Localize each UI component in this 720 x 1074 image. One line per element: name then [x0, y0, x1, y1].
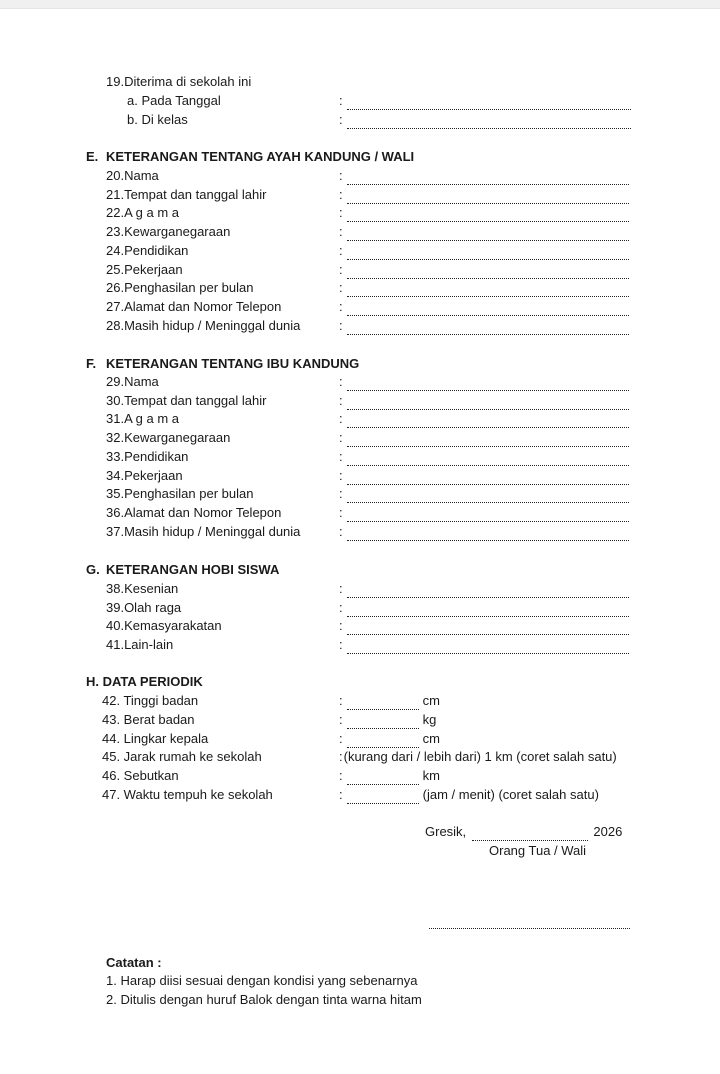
row-value-field[interactable]: :	[339, 523, 629, 541]
row-value-field[interactable]: :	[339, 186, 629, 204]
form-row	[0, 242, 720, 260]
row-value-field[interactable]: :	[339, 617, 629, 635]
section-g-heading: G. KETERANGAN HOBI SISWA	[86, 562, 280, 577]
form-row	[0, 467, 720, 485]
form-row	[0, 429, 720, 447]
row-value-field[interactable]: :	[339, 261, 629, 279]
row-label: a. Pada Tanggal	[127, 93, 221, 108]
form-row	[0, 111, 720, 129]
row-label: 24.Pendidikan	[106, 242, 189, 258]
row-value-field[interactable]: :	[339, 92, 631, 110]
periodic-row	[0, 730, 720, 748]
row-value-field[interactable]: :	[339, 111, 631, 129]
row-value-field[interactable]: :	[339, 467, 629, 485]
row-label: 28.Masih hidup / Meninggal dunia	[106, 317, 301, 333]
periodic-row	[0, 767, 720, 785]
row-label: 41.Lain-lain	[106, 637, 174, 653]
form-row	[0, 599, 720, 617]
form-row	[0, 204, 720, 222]
row-label: 46. Sebutkan	[102, 768, 179, 784]
form-row	[0, 373, 720, 391]
row-label: 30.Tempat dan tanggal lahir	[106, 392, 267, 408]
row-label: 38.Kesenian	[106, 581, 179, 596]
note-item: 1. Harap diisi sesuai dengan kondisi yang sebenarnya	[106, 973, 418, 988]
form-row	[0, 580, 720, 598]
row-label: 26.Penghasilan per bulan	[106, 280, 254, 296]
form-row	[0, 298, 720, 316]
row-label: 36.Alamat dan Nomor Telepon	[106, 504, 282, 520]
row-value-field[interactable]: :	[339, 223, 629, 241]
item-19-label: 19.Diterima di sekolah ini	[106, 74, 252, 89]
row-value-field[interactable]: :	[339, 410, 629, 428]
form-row	[0, 279, 720, 297]
section-f-heading: F. KETERANGAN TENTANG IBU KANDUNG	[86, 356, 360, 371]
row-label: 45. Jarak rumah ke sekolah	[102, 749, 262, 765]
signature-place-date: Gresik, 2026	[425, 824, 623, 839]
form-row	[0, 92, 720, 110]
row-value-field[interactable]: :	[339, 448, 629, 466]
row-label: 20.Nama	[106, 168, 159, 183]
date-field[interactable]	[472, 828, 588, 841]
section-e-heading: E. KETERANGAN TENTANG AYAH KANDUNG / WALI	[86, 149, 415, 164]
row-label: 40.Kemasyarakatan	[106, 618, 222, 634]
row-label: 35.Penghasilan per bulan	[106, 486, 254, 502]
periodic-row	[0, 748, 720, 766]
row-value-field[interactable]: :	[339, 504, 629, 522]
row-label: b. Di kelas	[127, 112, 188, 127]
signature-line[interactable]	[429, 918, 630, 929]
note-item: 2. Ditulis dengan huruf Balok dengan tinta warna hitam	[106, 992, 422, 1007]
form-row	[0, 261, 720, 279]
row-label: 21.Tempat dan tanggal lahir	[106, 186, 267, 202]
row-label: 23.Kewarganegaraan	[106, 224, 231, 240]
row-value-field[interactable]: : cm	[339, 693, 440, 708]
row-value-field[interactable]: :	[339, 599, 629, 617]
periodic-row	[0, 711, 720, 729]
form-row	[0, 617, 720, 635]
row-value-field[interactable]: : km	[339, 768, 440, 784]
row-label: 34.Pekerjaan	[106, 467, 183, 483]
section-h-heading: H. DATA PERIODIK	[86, 674, 203, 689]
row-label: 31.A g a m a	[106, 411, 179, 427]
row-value-field[interactable]: : kg	[339, 711, 437, 727]
form-row	[0, 485, 720, 503]
form-row	[0, 636, 720, 654]
row-value-field[interactable]: : cm	[339, 730, 440, 746]
row-value-field[interactable]: :	[339, 429, 629, 447]
row-label: 44. Lingkar kepala	[102, 730, 209, 746]
form-row	[0, 523, 720, 541]
form-row	[0, 504, 720, 522]
row-value-field[interactable]: :	[339, 373, 629, 391]
form-row	[0, 223, 720, 241]
row-label: 32.Kewarganegaraan	[106, 430, 231, 446]
row-value-field[interactable]: :	[339, 279, 629, 297]
form-row	[0, 317, 720, 335]
signature-role: Orang Tua / Wali	[489, 843, 587, 858]
row-value-field[interactable]: :	[339, 580, 629, 598]
row-label: 42. Tinggi badan	[102, 693, 199, 708]
row-value-field[interactable]: :	[339, 636, 629, 654]
row-value-field[interactable]: :	[339, 167, 629, 185]
row-label: 29.Nama	[106, 374, 159, 389]
periodic-row	[0, 786, 720, 804]
row-label: 27.Alamat dan Nomor Telepon	[106, 298, 282, 314]
row-value-field[interactable]: :	[339, 392, 629, 410]
row-label: 43. Berat badan	[102, 711, 195, 727]
form-row	[0, 410, 720, 428]
row-label: 25.Pekerjaan	[106, 261, 183, 277]
row-label: 22.A g a m a	[106, 205, 179, 221]
row-label: 39.Olah raga	[106, 599, 182, 615]
form-row	[0, 448, 720, 466]
row-label: 33.Pendidikan	[106, 448, 189, 464]
row-value-field[interactable]: :	[339, 242, 629, 260]
row-value-field[interactable]: :	[339, 485, 629, 503]
row-label: 37.Masih hidup / Meninggal dunia	[106, 523, 301, 539]
form-row	[0, 392, 720, 410]
row-value-field[interactable]: :	[339, 298, 629, 316]
notes-title: Catatan :	[106, 955, 162, 970]
row-value-field[interactable]: :	[339, 204, 629, 222]
periodic-row	[0, 692, 720, 710]
row-label: 47. Waktu tempuh ke sekolah	[102, 787, 273, 802]
form-row	[0, 186, 720, 204]
row-value-field[interactable]: : (jam / menit) (coret salah satu)	[339, 787, 599, 802]
form-row	[0, 167, 720, 185]
row-value-field[interactable]: :	[339, 317, 629, 335]
row-value-field[interactable]: :(kurang dari / lebih dari) 1 km (coret salah satu)	[339, 749, 617, 765]
